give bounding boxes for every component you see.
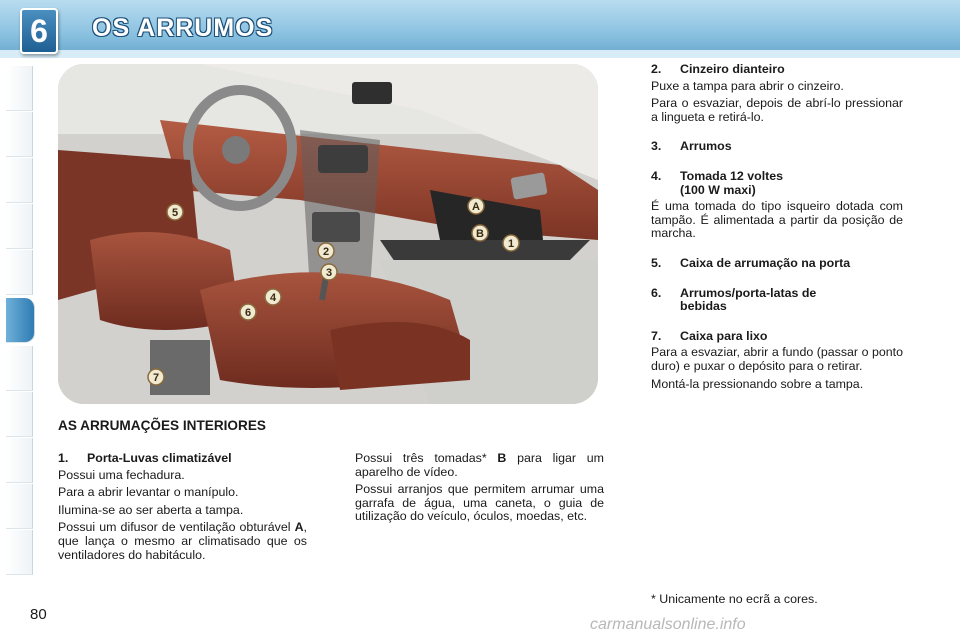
text-run: para ligar um aparelho de vídeo. [355, 451, 604, 479]
middle-column [355, 452, 604, 528]
callout-label: 4 [269, 292, 277, 304]
item-1-heading [58, 452, 307, 466]
callout-label: 1 [507, 238, 515, 250]
item-2-heading: 2. Cinzeiro dianteiro [651, 62, 785, 76]
item-number: 1. [58, 451, 69, 465]
side-tab[interactable] [6, 112, 33, 157]
callout-3 [321, 264, 337, 280]
item-title: Porta-Luvas climatizável [87, 451, 232, 465]
side-tab[interactable] [6, 438, 33, 483]
callout-label: 5 [171, 207, 179, 219]
callout-7 [148, 369, 164, 385]
side-tab[interactable] [6, 250, 33, 295]
side-tab[interactable] [6, 530, 33, 575]
page-number: 80 [30, 606, 47, 623]
callout-4 [265, 289, 281, 305]
chapter-side-tabs [0, 66, 34, 576]
callout-label: 3 [325, 267, 333, 279]
callout-b [472, 225, 488, 241]
callout-label: B [476, 228, 484, 240]
paragraph: Para a esvaziar, abrir a fundo (passar o ponto duro) e puxar o depósito para o retirar. [651, 345, 903, 373]
callout-5 [167, 204, 183, 220]
text-run: , que lança o mesmo ar climatisado que os ventiladores do habitáculo. [58, 520, 307, 562]
paragraph: Ilumina-se ao ser aberta a tampa. [58, 502, 244, 517]
item-6-heading: 6. Arrumos/porta-latas de bebidas [651, 285, 817, 314]
side-tab[interactable] [6, 484, 33, 529]
header-band [0, 50, 960, 58]
paragraph: Possui arranjos que permitem arrumar uma garrafa de água, uma caneta, o guia de utilização do veículo, óculos, moedas, etc. [355, 482, 604, 524]
paragraph: Possui uma fechadura. [58, 467, 185, 482]
item-4-heading: 4. Tomada 12 voltes (100 W maxi) [651, 168, 784, 197]
section-title: AS ARRUMAÇÕES INTERIORES [58, 418, 266, 433]
callout-label: A [472, 201, 480, 213]
paragraph: Para a abrir levantar o manípulo. [58, 485, 239, 500]
callout-6 [240, 304, 256, 320]
item-3-heading: 3. Arrumos [651, 139, 732, 154]
paragraph [58, 521, 307, 562]
side-tab[interactable] [6, 204, 33, 249]
text-run: Possui um difusor de ventilação obturável [58, 520, 291, 535]
paragraph: É uma tomada do tipo isqueiro dotada com tampão. É alimentada a partir da posição de marcha. [651, 199, 903, 241]
callout-1 [503, 235, 519, 251]
left-column [58, 452, 307, 566]
side-tab[interactable] [6, 346, 33, 391]
label-a: A [294, 520, 304, 535]
callout-label: 2 [322, 246, 330, 258]
callout-a [468, 198, 484, 214]
side-tab-active[interactable] [6, 298, 35, 343]
car-interior-svg [58, 64, 598, 404]
item-5-heading: 5. Caixa de arrumação na porta [651, 255, 851, 270]
callout-label: 6 [244, 307, 252, 319]
watermark: carmanualsonline.info [590, 616, 746, 633]
label-b: B [497, 451, 507, 465]
chapter-badge: 6 [20, 8, 58, 54]
item-7-heading: 7. Caixa para lixo [651, 328, 768, 343]
footnote: * Unicamente no ecrã a cores. [651, 592, 818, 606]
paragraph: Montá-la pressionando sobre a tampa. [651, 376, 864, 391]
side-tab[interactable] [6, 158, 33, 203]
callout-2 [318, 243, 334, 259]
right-column [651, 63, 903, 395]
text-run: Possui três tomadas* [355, 451, 487, 465]
callout-label: 7 [152, 372, 160, 384]
paragraph: Para o esvaziar, depois de abrí-lo pressionar a lingueta e retirá-lo. [651, 96, 903, 124]
side-tab[interactable] [6, 392, 33, 437]
paragraph [355, 452, 604, 479]
car-interior-illustration [58, 64, 598, 404]
paragraph: Puxe a tampa para abrir o cinzeiro. [651, 78, 844, 93]
side-tab[interactable] [6, 66, 33, 111]
chapter-title: OS ARRUMOS [92, 14, 274, 42]
